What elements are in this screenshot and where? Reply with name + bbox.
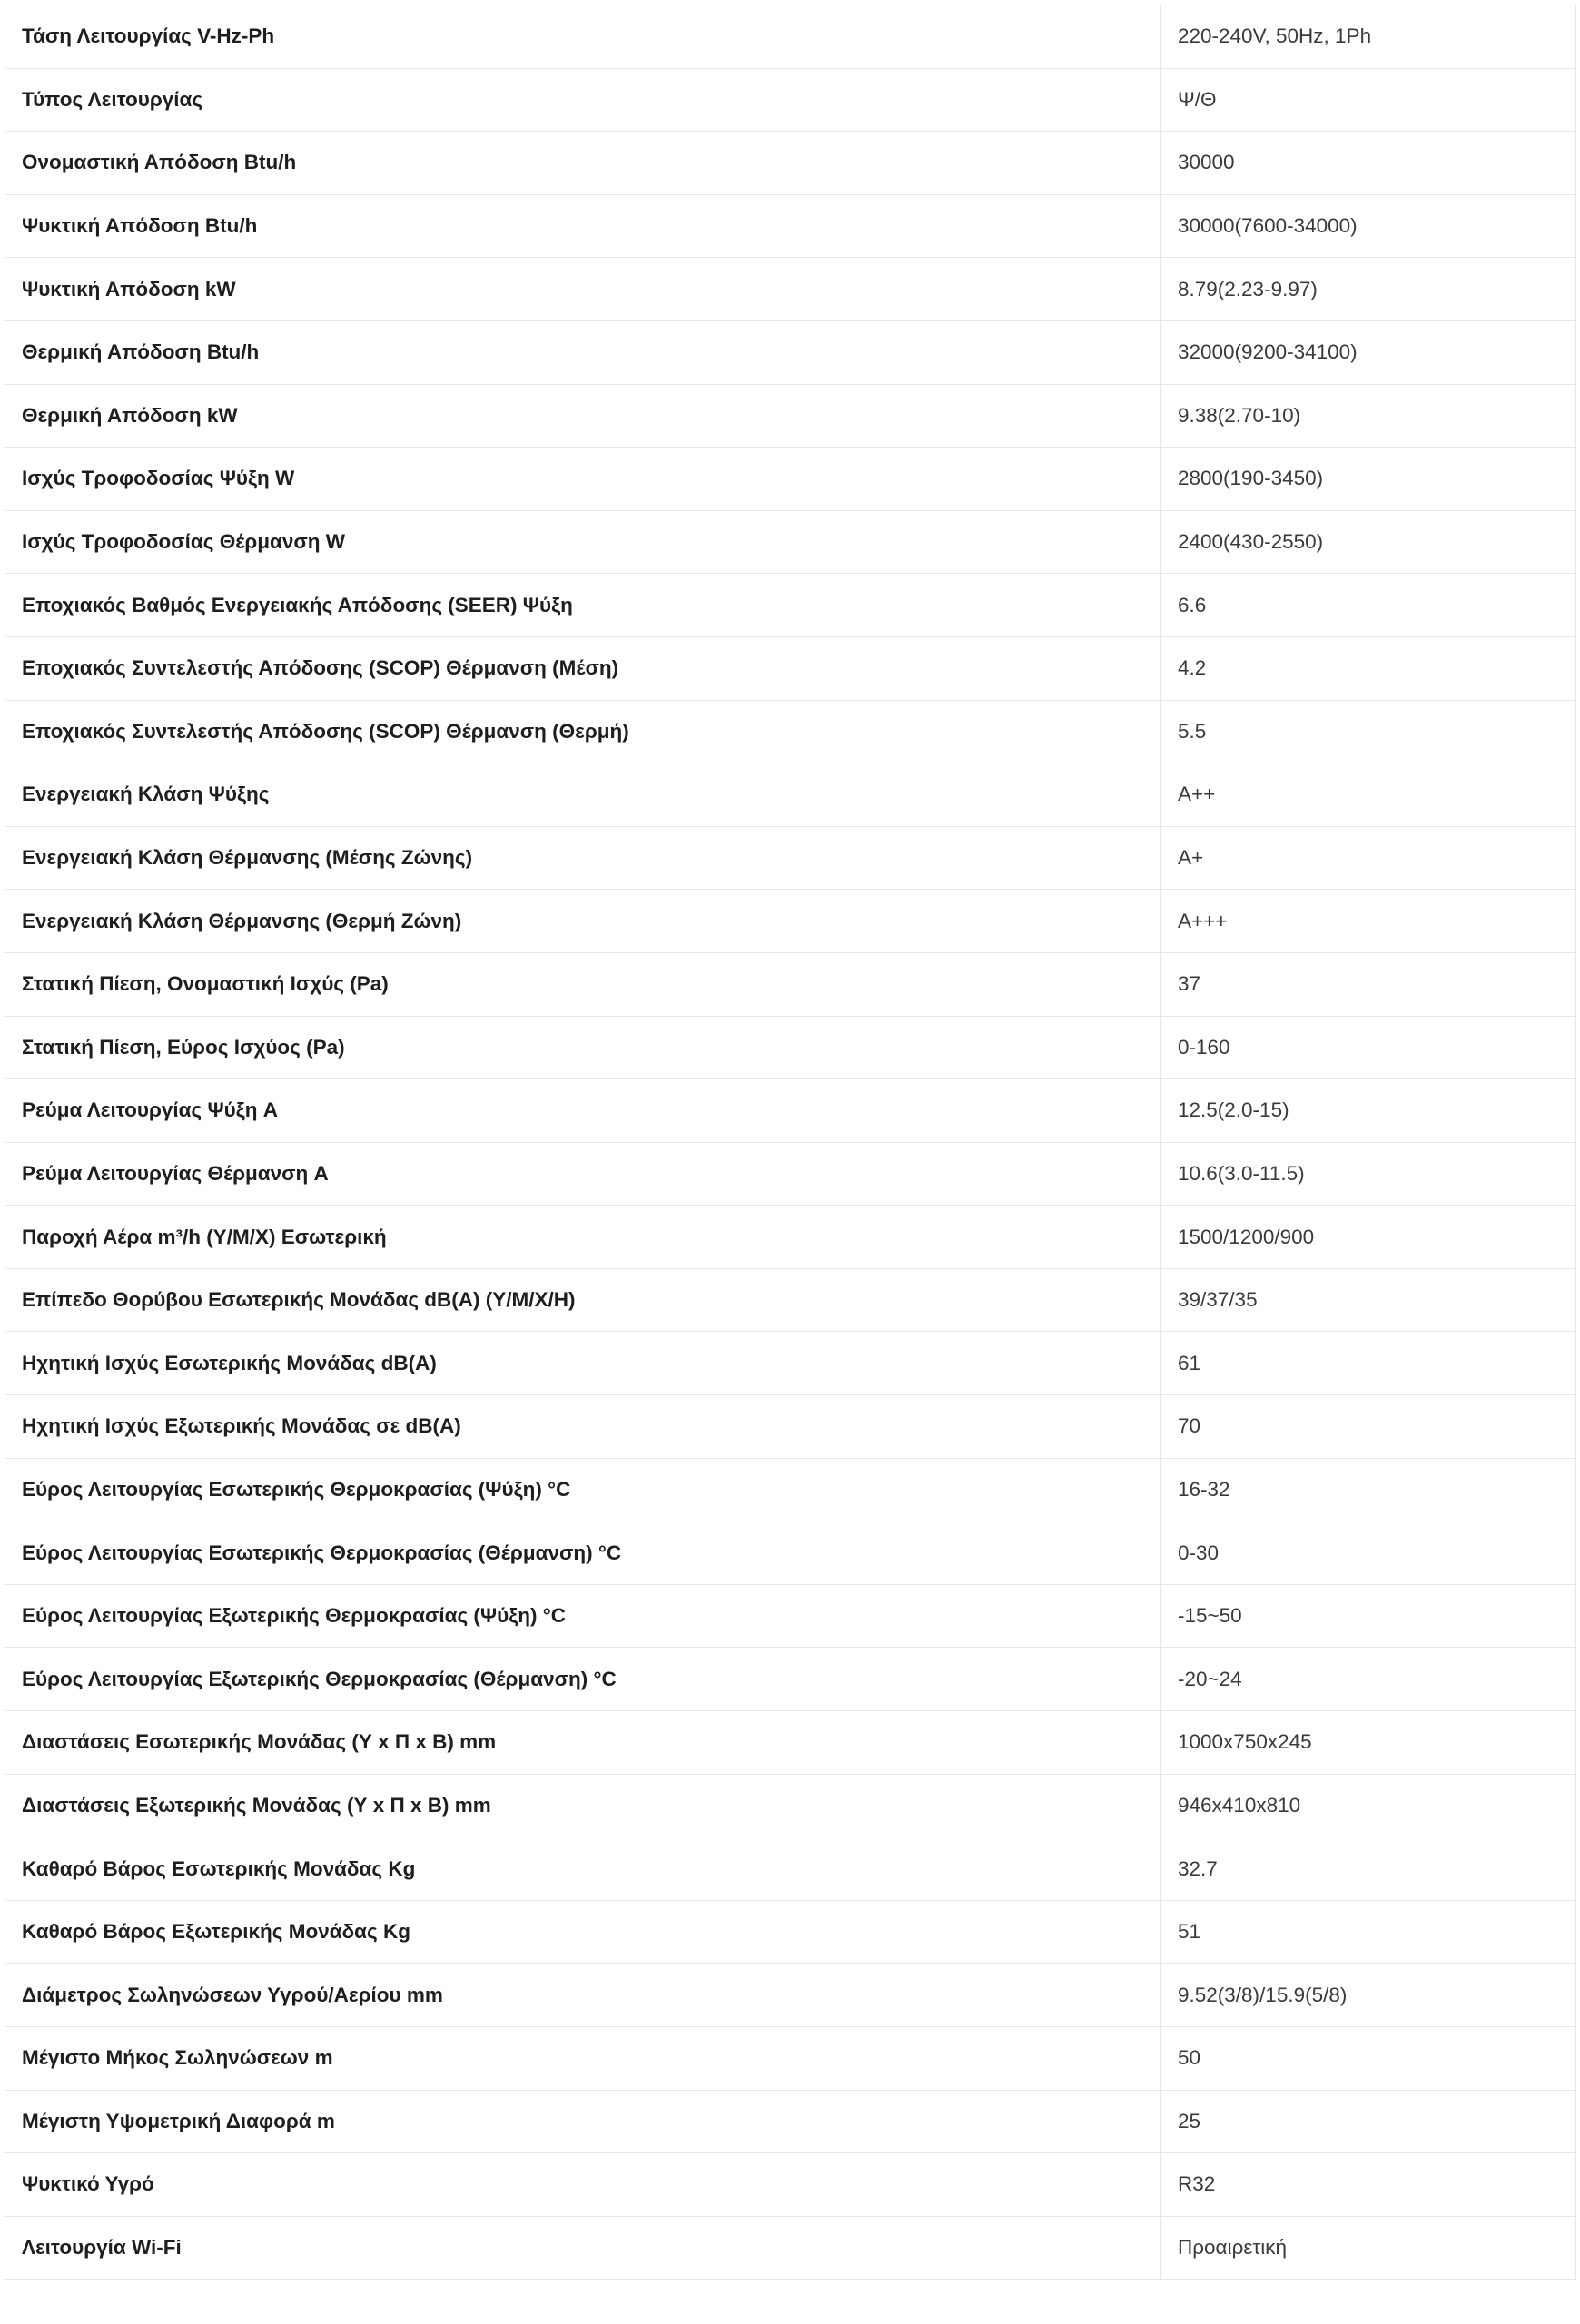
spec-value: 1000x750x245 [1161, 1711, 1576, 1775]
spec-row [5, 763, 1576, 827]
spec-row [5, 890, 1576, 953]
spec-value: 50 [1161, 2027, 1576, 2091]
spec-row [5, 1395, 1576, 1459]
spec-label: Παροχή Αέρα m³/h (Υ/Μ/Χ) Εσωτερική [5, 1206, 1161, 1269]
spec-label: Τύπος Λειτουργίας [5, 68, 1161, 132]
spec-row [5, 5, 1576, 69]
spec-row [5, 1016, 1576, 1079]
spec-label: Εύρος Λειτουργίας Εξωτερικής Θερμοκρασίας (Ψύξη) °C [5, 1584, 1161, 1648]
specifications-table-body [5, 5, 1576, 2280]
spec-value: 25 [1161, 2090, 1576, 2153]
spec-row [5, 2216, 1576, 2280]
spec-row [5, 1837, 1576, 1901]
spec-value: 946x410x810 [1161, 1774, 1576, 1837]
spec-row [5, 826, 1576, 890]
spec-label: Θερμική Απόδοση Btu/h [5, 320, 1161, 384]
spec-label: Ισχύς Τροφοδοσίας Θέρμανση W [5, 510, 1161, 574]
spec-value: 16-32 [1161, 1458, 1576, 1521]
spec-row [5, 1900, 1576, 1964]
spec-label: Εύρος Λειτουργίας Εξωτερικής Θερμοκρασίας (Θέρμανση) °C [5, 1648, 1161, 1711]
spec-label: Ηχητική Ισχύς Εξωτερικής Μονάδας σε dB(A) [5, 1395, 1161, 1459]
spec-label: Διαστάσεις Εξωτερικής Μονάδας (Υ x Π x Β) mm [5, 1774, 1161, 1837]
spec-label: Διαστάσεις Εσωτερικής Μονάδας (Υ x Π x Β) mm [5, 1711, 1161, 1775]
spec-label: Ψυκτικό Υγρό [5, 2153, 1161, 2217]
spec-row [5, 1458, 1576, 1521]
spec-value: 2800(190-3450) [1161, 448, 1576, 511]
spec-label: Διάμετρος Σωληνώσεων Υγρού/Αερίου mm [5, 1964, 1161, 2027]
spec-value: -20~24 [1161, 1648, 1576, 1711]
spec-label: Επίπεδο Θορύβου Εσωτερικής Μονάδας dB(A) (Υ/Μ/Χ/Η) [5, 1268, 1161, 1332]
spec-row [5, 1079, 1576, 1143]
spec-row [5, 952, 1576, 1016]
spec-value: A+ [1161, 826, 1576, 890]
spec-value: 51 [1161, 1900, 1576, 1964]
spec-value: 0-30 [1161, 1521, 1576, 1585]
spec-label: Καθαρό Βάρος Εσωτερικής Μονάδας Kg [5, 1837, 1161, 1901]
spec-value: 9.38(2.70-10) [1161, 384, 1576, 448]
spec-row [5, 2153, 1576, 2217]
spec-row [5, 1964, 1576, 2027]
spec-row [5, 1206, 1576, 1269]
spec-row [5, 384, 1576, 448]
spec-label: Ενεργειακή Κλάση Θέρμανσης (Θερμή Ζώνη) [5, 890, 1161, 953]
spec-row [5, 258, 1576, 321]
spec-label: Εποχιακός Συντελεστής Απόδοσης (SCOP) Θέρμανση (Θερμή) [5, 700, 1161, 763]
spec-value: 2400(430-2550) [1161, 510, 1576, 574]
spec-value: -15~50 [1161, 1584, 1576, 1648]
spec-value: 70 [1161, 1395, 1576, 1459]
specifications-table [5, 5, 1576, 2280]
spec-value: 37 [1161, 952, 1576, 1016]
spec-row [5, 2090, 1576, 2153]
spec-label: Θερμική Απόδοση kW [5, 384, 1161, 448]
spec-label: Ηχητική Ισχύς Εσωτερικής Μονάδας dB(A) [5, 1332, 1161, 1395]
spec-row [5, 132, 1576, 195]
spec-row [5, 1332, 1576, 1395]
spec-row [5, 448, 1576, 511]
spec-label: Στατική Πίεση, Εύρος Ισχύος (Pa) [5, 1016, 1161, 1079]
spec-label: Μέγιστο Μήκος Σωληνώσεων m [5, 2027, 1161, 2091]
spec-value: 1500/1200/900 [1161, 1206, 1576, 1269]
spec-row [5, 510, 1576, 574]
spec-value: Ψ/Θ [1161, 68, 1576, 132]
spec-label: Καθαρό Βάρος Εξωτερικής Μονάδας Kg [5, 1900, 1161, 1964]
spec-value: 9.52(3/8)/15.9(5/8) [1161, 1964, 1576, 2027]
spec-value: 32000(9200-34100) [1161, 320, 1576, 384]
spec-label: Ψυκτική Απόδοση Btu/h [5, 194, 1161, 258]
spec-label: Εύρος Λειτουργίας Εσωτερικής Θερμοκρασίας (Θέρμανση) °C [5, 1521, 1161, 1585]
spec-row [5, 1648, 1576, 1711]
spec-value: 30000(7600-34000) [1161, 194, 1576, 258]
spec-value: 8.79(2.23-9.97) [1161, 258, 1576, 321]
spec-row [5, 700, 1576, 763]
spec-row [5, 1268, 1576, 1332]
spec-label: Τάση Λειτουργίας V-Hz-Ph [5, 5, 1161, 69]
spec-value: 61 [1161, 1332, 1576, 1395]
spec-row [5, 1774, 1576, 1837]
spec-label: Μέγιστη Υψομετρική Διαφορά m [5, 2090, 1161, 2153]
spec-label: Στατική Πίεση, Ονομαστική Ισχύς (Pa) [5, 952, 1161, 1016]
spec-label: Ενεργειακή Κλάση Ψύξης [5, 763, 1161, 827]
spec-label: Ψυκτική Απόδοση kW [5, 258, 1161, 321]
spec-value: 5.5 [1161, 700, 1576, 763]
spec-label: Ενεργειακή Κλάση Θέρμανσης (Μέσης Ζώνης) [5, 826, 1161, 890]
spec-value: 10.6(3.0-11.5) [1161, 1142, 1576, 1206]
spec-row [5, 636, 1576, 700]
spec-label: Ρεύμα Λειτουργίας Θέρμανση A [5, 1142, 1161, 1206]
spec-value: A+++ [1161, 890, 1576, 953]
spec-row [5, 574, 1576, 637]
spec-row [5, 320, 1576, 384]
spec-label: Λειτουργία Wi-Fi [5, 2216, 1161, 2280]
spec-value: 39/37/35 [1161, 1268, 1576, 1332]
spec-value: 12.5(2.0-15) [1161, 1079, 1576, 1143]
spec-row [5, 1584, 1576, 1648]
spec-value: Προαιρετική [1161, 2216, 1576, 2280]
spec-label: Εποχιακός Συντελεστής Απόδοσης (SCOP) Θέρμανση (Μέση) [5, 636, 1161, 700]
spec-value: 0-160 [1161, 1016, 1576, 1079]
spec-label: Ρεύμα Λειτουργίας Ψύξη A [5, 1079, 1161, 1143]
spec-row [5, 68, 1576, 132]
spec-value: 6.6 [1161, 574, 1576, 637]
spec-value: A++ [1161, 763, 1576, 827]
spec-value: 220-240V, 50Hz, 1Ph [1161, 5, 1576, 69]
spec-row [5, 1521, 1576, 1585]
spec-row [5, 194, 1576, 258]
spec-row [5, 2027, 1576, 2091]
spec-value: 32.7 [1161, 1837, 1576, 1901]
spec-value: R32 [1161, 2153, 1576, 2217]
spec-value: 4.2 [1161, 636, 1576, 700]
spec-row [5, 1142, 1576, 1206]
spec-label: Ισχύς Τροφοδοσίας Ψύξη W [5, 448, 1161, 511]
spec-label: Εύρος Λειτουργίας Εσωτερικής Θερμοκρασίας (Ψύξη) °C [5, 1458, 1161, 1521]
spec-row [5, 1711, 1576, 1775]
spec-value: 30000 [1161, 132, 1576, 195]
spec-label: Ονομαστική Απόδοση Btu/h [5, 132, 1161, 195]
spec-label: Εποχιακός Βαθμός Ενεργειακής Απόδοσης (SEER) Ψύξη [5, 574, 1161, 637]
